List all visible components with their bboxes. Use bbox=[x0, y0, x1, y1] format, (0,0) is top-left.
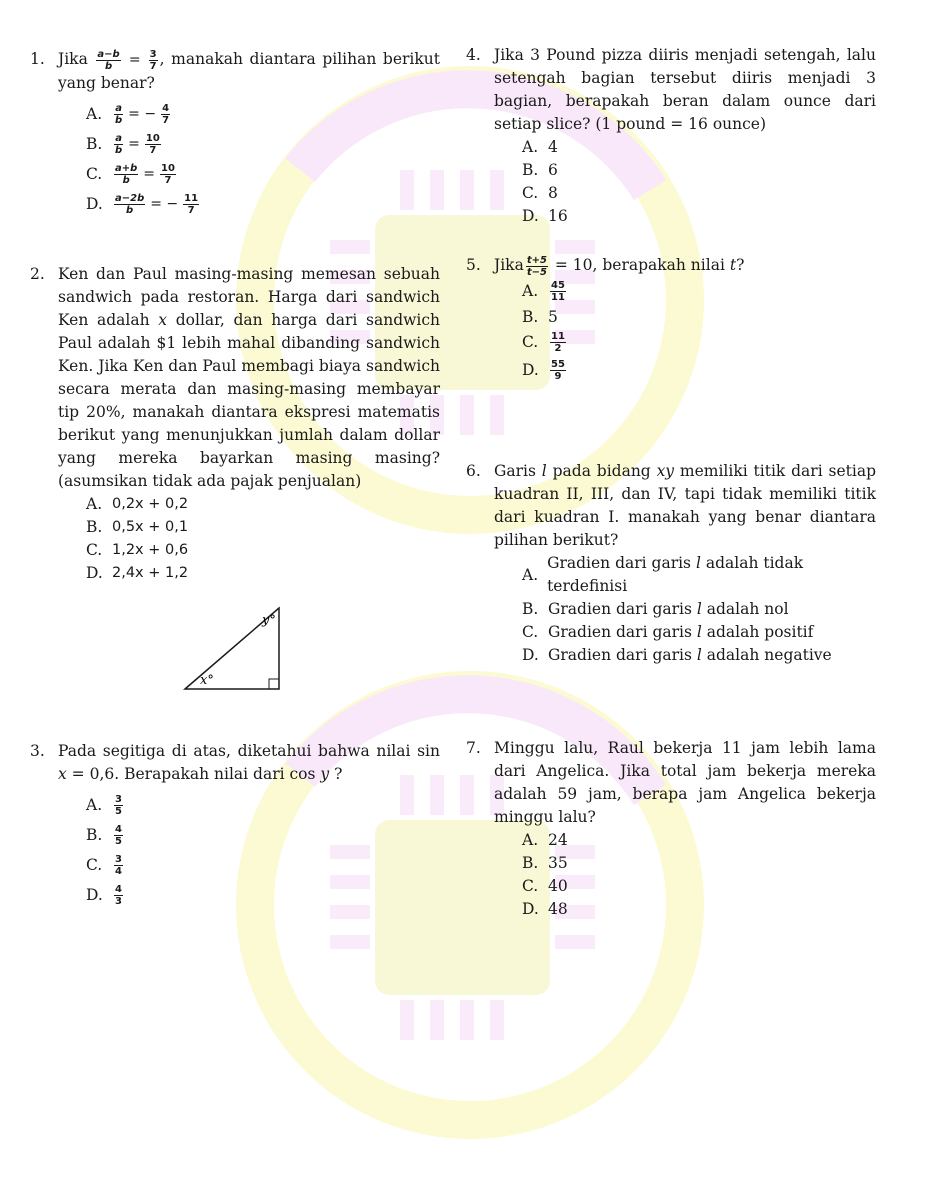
option-letter: B. bbox=[522, 600, 539, 618]
fraction: $\frac{3}{5}$ bbox=[115, 793, 122, 817]
options-list bbox=[86, 99, 440, 219]
option-text: Gradien dari garis l adalah negative bbox=[548, 646, 832, 664]
fraction: $\frac{a}{b}$ bbox=[115, 132, 123, 156]
option-text: Gradien dari garis l adalah tidak terdefinisi bbox=[547, 554, 804, 595]
option-text: 24 bbox=[548, 831, 568, 849]
option-letter: D. bbox=[522, 900, 539, 918]
option-text: 16 bbox=[548, 207, 568, 225]
question-number: 5. bbox=[466, 256, 481, 274]
question-6 bbox=[466, 460, 876, 667]
fraction: $\frac{11}{2}$ bbox=[551, 331, 565, 354]
option-letter: B. bbox=[86, 134, 103, 153]
answer-option[interactable] bbox=[522, 875, 876, 898]
option-letter: B. bbox=[522, 307, 539, 326]
operator: = − bbox=[150, 195, 179, 212]
question-number: 3. bbox=[30, 742, 45, 760]
answer-option[interactable] bbox=[522, 852, 876, 875]
fraction: $\frac{a+b}{b}$ bbox=[115, 162, 138, 186]
options-list bbox=[86, 493, 440, 585]
option-text: 48 bbox=[548, 900, 568, 918]
fraction: $\frac{4}{3}$ bbox=[115, 883, 122, 907]
answer-option[interactable] bbox=[86, 880, 440, 910]
option-letter: C. bbox=[86, 855, 103, 874]
option-letter: D. bbox=[86, 564, 103, 582]
option-letter: C. bbox=[522, 184, 539, 202]
fraction: $\frac{4}{7}$ bbox=[162, 102, 170, 126]
option-letter: A. bbox=[522, 138, 539, 156]
question-text: Pada segitiga di atas, diketahui bahwa nilai sin x = 0,6. Berapakah nilai dari cos y ? bbox=[58, 742, 440, 783]
question-3 bbox=[30, 740, 440, 910]
options-list bbox=[522, 136, 876, 228]
option-letter: D. bbox=[522, 207, 539, 225]
fraction: $\frac{a}{b}$ bbox=[115, 102, 123, 126]
question-text: Garis l pada bidang xy memiliki titik dari setiap kuadran II, III, dan IV, tapi tidak memiliki titik dari kuadran I. manakah yang benar diantara pilihan berikut? bbox=[494, 462, 876, 549]
operator: = bbox=[128, 135, 140, 152]
option-letter: D. bbox=[86, 194, 103, 213]
fraction: $\frac{10}{7}$ bbox=[145, 132, 160, 156]
question-number: 2. bbox=[30, 265, 45, 283]
triangle-figure bbox=[180, 600, 290, 695]
answer-option[interactable] bbox=[522, 182, 876, 205]
answer-option[interactable] bbox=[86, 189, 440, 219]
answer-option[interactable] bbox=[522, 644, 876, 667]
fraction: $\frac{3}{7}$ bbox=[149, 48, 157, 72]
fraction: $\frac{10}{7}$ bbox=[161, 162, 175, 186]
answer-option[interactable] bbox=[86, 493, 440, 516]
option-letter: B. bbox=[522, 161, 539, 179]
fraction: $\frac{4}{5}$ bbox=[115, 823, 122, 847]
answer-option[interactable] bbox=[86, 516, 440, 539]
option-letter: A. bbox=[86, 495, 103, 513]
options-list bbox=[522, 829, 876, 921]
option-letter: C. bbox=[86, 541, 103, 559]
answer-option[interactable] bbox=[522, 898, 876, 921]
fraction: $\frac{t+5}{t-5}$ bbox=[526, 254, 547, 278]
fraction: $\frac{55}{9}$ bbox=[551, 359, 565, 382]
answer-option[interactable] bbox=[522, 552, 876, 598]
answer-option[interactable] bbox=[522, 329, 876, 357]
option-letter: A. bbox=[86, 104, 103, 123]
option-text: 40 bbox=[548, 877, 568, 895]
answer-option[interactable] bbox=[86, 129, 440, 159]
answer-option[interactable] bbox=[522, 306, 876, 329]
option-letter: A. bbox=[522, 831, 539, 849]
option-text: 0,2x + 0,2 bbox=[112, 496, 189, 512]
answer-option[interactable] bbox=[86, 820, 440, 850]
operator: = bbox=[143, 165, 156, 182]
option-text: 2,4x + 1,2 bbox=[112, 565, 189, 581]
question-number: 7. bbox=[466, 739, 481, 757]
answer-option[interactable] bbox=[86, 159, 440, 189]
angle-x-label: x° bbox=[200, 673, 214, 688]
answer-option[interactable] bbox=[86, 850, 440, 880]
question-text: Ken dan Paul masing-masing memesan sebuah sandwich pada restoran. Harga dari sandwich Ken adalah x dollar, dan harga dari sandwich Paul adalah $1 lebih mahal dibanding sandwich Ken. Jika Ken dan Paul membagi biaya sandwich secara merata dan masing-masing membayar tip 20%, manakah diantara ekspresi matematis berikut yang menunjukkan jumlah dalam dollar yang mereka bayarkan masing masing? (asumsikan tidak ada pajak penjualan) bbox=[58, 265, 441, 490]
question-number: 1. bbox=[30, 50, 45, 68]
option-letter: B. bbox=[522, 854, 539, 872]
question-5 bbox=[466, 254, 876, 385]
answer-option[interactable] bbox=[522, 357, 876, 385]
question-text: Jika $\frac{t+5}{t-5}$ = 10, berapakah nilai t? bbox=[494, 254, 745, 278]
answer-option[interactable] bbox=[522, 598, 876, 621]
answer-option[interactable] bbox=[86, 99, 440, 129]
option-letter: D. bbox=[86, 885, 103, 904]
fraction: $\frac{3}{4}$ bbox=[115, 853, 122, 877]
fraction: $\frac{11}{7}$ bbox=[184, 192, 199, 216]
option-letter: C. bbox=[522, 333, 539, 351]
options-list bbox=[522, 278, 876, 385]
question-4 bbox=[466, 44, 876, 228]
fraction: $\frac{45}{11}$ bbox=[551, 280, 565, 303]
option-letter: A. bbox=[522, 282, 539, 300]
option-letter: D. bbox=[522, 646, 539, 664]
answer-option[interactable] bbox=[522, 278, 876, 306]
option-text: 0,5x + 0,1 bbox=[112, 519, 189, 535]
option-letter: B. bbox=[86, 518, 103, 536]
answer-option[interactable] bbox=[522, 829, 876, 852]
question-number: 4. bbox=[466, 46, 481, 64]
fraction: $\frac{a-b}{b}$ bbox=[97, 48, 120, 72]
question-7 bbox=[466, 737, 876, 921]
option-text: 5 bbox=[548, 307, 558, 326]
question-number: 6. bbox=[466, 462, 481, 480]
operator: = − bbox=[128, 105, 157, 122]
option-letter: C. bbox=[522, 623, 539, 641]
angle-y-label: y° bbox=[262, 613, 276, 628]
fraction: $\frac{a-2b}{b}$ bbox=[115, 192, 145, 216]
option-letter: D. bbox=[522, 361, 539, 379]
answer-option[interactable] bbox=[522, 621, 876, 644]
question-1 bbox=[30, 48, 440, 219]
option-text: 1,2x + 0,6 bbox=[112, 542, 189, 558]
answer-option[interactable] bbox=[522, 159, 876, 182]
question-text: Jika $\frac{a-b}{b}$ = $\frac{3}{7}$ , manakah diantara pilihan berikut yang benar? bbox=[58, 48, 440, 92]
question-text: Jika 3 Pound pizza diiris menjadi setengah, lalu setengah bagian tersebut diiris menjadi 3 bagian, berapakah beran dalam ounce dari setiap slice? (1 pound = 16 ounce) bbox=[494, 46, 876, 133]
option-text: 4 bbox=[548, 138, 558, 156]
answer-option[interactable] bbox=[86, 562, 440, 585]
option-letter: A. bbox=[522, 565, 539, 584]
answer-option[interactable] bbox=[86, 539, 440, 562]
option-text: Gradien dari garis l adalah positif bbox=[548, 623, 814, 641]
options-list bbox=[86, 790, 440, 910]
answer-option[interactable] bbox=[86, 790, 440, 820]
option-text: 8 bbox=[548, 184, 558, 202]
option-letter: C. bbox=[86, 164, 103, 183]
options-list bbox=[522, 552, 876, 667]
answer-option[interactable] bbox=[522, 136, 876, 159]
option-text: Gradien dari garis l adalah nol bbox=[548, 600, 789, 618]
option-text: 6 bbox=[548, 161, 558, 179]
option-letter: C. bbox=[522, 877, 539, 895]
option-letter: B. bbox=[86, 825, 103, 844]
option-letter: A. bbox=[86, 795, 103, 814]
answer-option[interactable] bbox=[522, 205, 876, 228]
question-text: Minggu lalu, Raul bekerja 11 jam lebih lama dari Angelica. Jika total jam bekerja mereka adalah 59 jam, berapa jam Angelica bekerja minggu lalu? bbox=[494, 739, 876, 826]
option-text: 35 bbox=[548, 854, 568, 872]
question-2 bbox=[30, 263, 440, 585]
